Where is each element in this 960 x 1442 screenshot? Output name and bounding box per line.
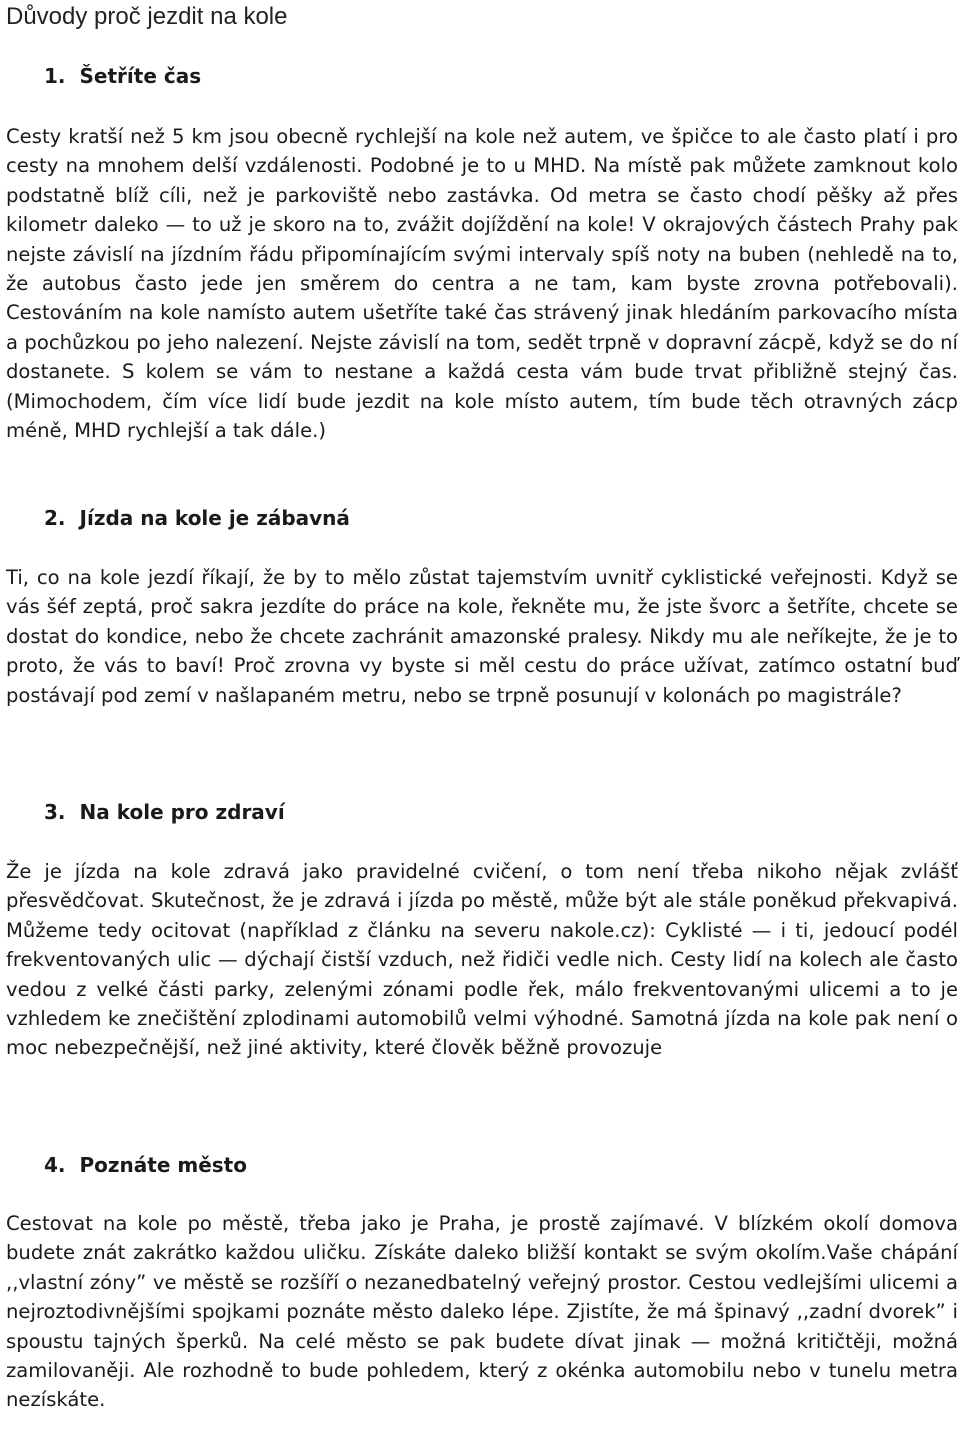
section-paragraph-2 — [6, 563, 958, 710]
section-paragraph-4 — [6, 1209, 958, 1415]
section-title: Jízda na kole je zábavná — [79, 506, 350, 530]
paragraph-text: V okrajových částech Prahy pak nejste závislí na jízdním řádu připomínajícím svými intervaly spíš noty na buben (nehledě na to, že autobus často jede jen směrem do centra a ne tam, kam byste zrovna potřebovali). Cestováním na kole namísto autem ušetříte také čas strávený jinak hledáním parkovacího místa a pochůzkou po jeho nalezení. Nejste závislí na tom, sedět trpně v dopravní zácpě, když se do ní dostanete. S kolem se vám to nestane a každá cesta vám bude trvat přibližně stejný čas. (Mimochodem, čím více lidí bude jezdit na kole místo autem, tím bude těch otravných zácp méně, MHD rychlejší a tak dále.) — [6, 213, 958, 443]
section-title: Šetříte čas — [79, 64, 202, 88]
section-title: Poznáte město — [79, 1153, 247, 1177]
section-heading-3 — [44, 798, 285, 826]
section-heading-1 — [44, 62, 201, 90]
section-paragraph-1 — [6, 122, 958, 445]
paragraph-text: Že je jízda na kole zdravá jako pravidelné cvičení, o tom není třeba nikoho nějak zvlášť přesvědčovat. Skutečnost, že je zdravá i jízda po městě, může být ale stále poněkud překvapivá. Můžeme tedy ocitovat (například z článku na severu nakole.cz): Cyklisté — i ti, jedoucí podél frekventovaných ulic — dýchají čistší vzduch, než řidiči vedle nich. Cesty lidí na kolech ale často vedou z velké části parky, zelenými zónami podle řek, málo frekventovanými ulicemi a to je vzhledem ke znečištění zplodinami automobilů velmi výhodné. Samotná jízda na kole pak není o moc nebezpečnější, než jiné aktivity, které člověk běžně provozuje — [6, 860, 958, 1060]
section-heading-2 — [44, 504, 350, 532]
section-paragraph-3 — [6, 857, 958, 1063]
document-title: Důvody proč jezdit na kole — [6, 3, 288, 30]
paragraph-text: Cestovat na kole po městě, třeba jako je Praha, je prostě zajímavé. V blízkém okolí domova budete znát zakrátko každou uličku. Získáte daleko bližší kontakt se svým okolím.Vaše chápání ,,vlastní zóny” ve městě se rozšíří o nezanedbatelný veřejný prostor. Cestou vedlejšími ulicemi a nejroztodivnějšími spojkami poznáte město daleko lépe. Zjistíte, že má špinavý ,,zadní dvorek” i spoustu tajných šperků. Na celé město se pak budete dívat jinak — možná kritičtěji, možná zamilovaněji. Ale rozhodně to bude pohledem, který z okénka automobilu nebo v tunelu metra nezískáte. — [6, 1212, 958, 1412]
paragraph-text: Cesty kratší než 5 km jsou obecně rychlejší na kole než autem, ve špičce to ale často platí i pro cesty na mnohem delší vzdálenosti. Podobné je to u MHD. Na místě pak můžete zamknout kolo podstatně blíž cíli, než je parkoviště nebo zastávka. Od metra se často chodí pěšky až přes kilometr daleko — to už je skoro na to, zvážit dojíždění na kole! — [6, 125, 958, 237]
section-heading-4 — [44, 1151, 247, 1179]
section-number: 3. — [44, 800, 66, 824]
section-number: 2. — [44, 506, 66, 530]
section-title: Na kole pro zdraví — [79, 800, 285, 824]
paragraph-text: Ti, co na kole jezdí říkají, že by to mělo zůstat tajemstvím uvnitř cyklistické veřejnosti. Když se vás šéf zeptá, proč sakra jezdíte do práce na kole, řekněte mu, že jste švorc a šetříte, chcete se dostat do kondice, nebo že chcete zachránit amazonské pralesy. Nikdy mu ale neříkejte, že je to proto, že vás to baví! Proč zrovna vy byste si měl cestu do práce užívat, zatímco ostatní buď postávají pod zemí v našlapaném metru, nebo se trpně posunují v kolonách po magistrále? — [6, 566, 958, 707]
section-number: 4. — [44, 1153, 66, 1177]
section-number: 1. — [44, 64, 66, 88]
